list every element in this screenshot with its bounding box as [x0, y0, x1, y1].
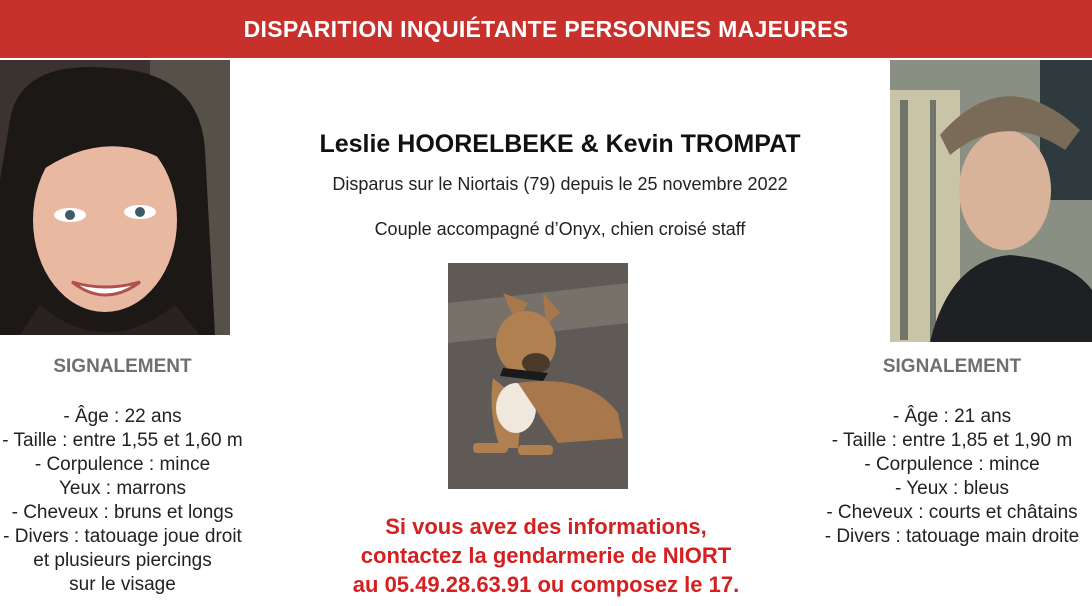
signalement-left-title: SIGNALEMENT — [53, 356, 192, 377]
missing-persons-names: Leslie HOORELBEKE & Kevin TROMPAT — [319, 130, 801, 158]
detail-misc: - Divers : tatouage main droite — [824, 526, 1080, 547]
detail-eyes: - Yeux : bleus — [894, 478, 1010, 499]
detail-build: - Corpulence : mince — [864, 454, 1040, 475]
signalement-right-list — [800, 405, 1092, 549]
photo-leslie — [0, 60, 230, 335]
contact-message — [290, 512, 802, 599]
contact-line-1: Si vous avez des informations, — [385, 514, 707, 539]
detail-age: - Âge : 22 ans — [63, 406, 182, 427]
banner-title: DISPARITION INQUIÉTANTE PERSONNES MAJEURES — [243, 15, 849, 42]
detail-age: - Âge : 21 ans — [892, 406, 1012, 427]
contact-line-3: au 05.49.28.63.91 ou composez le 17. — [352, 572, 740, 597]
detail-build: - Corpulence : mince — [34, 454, 211, 475]
detail-misc-3: sur le visage — [69, 574, 176, 595]
dog-note-text: Couple accompagné d’Onyx, chien croisé staff — [374, 219, 746, 239]
banner — [0, 0, 1092, 58]
contact-line-2: contactez la gendarmerie de NIORT — [360, 543, 732, 568]
detail-eyes: Yeux : marrons — [58, 478, 187, 499]
detail-hair: - Cheveux : courts et châtains — [826, 502, 1078, 523]
detail-hair: - Cheveux : bruns et longs — [11, 502, 234, 523]
detail-misc-2: et plusieurs piercings — [33, 550, 212, 571]
photo-dog-onyx — [448, 263, 628, 489]
missing-since-text: Disparus sur le Niortais (79) depuis le 25 novembre 2022 — [332, 174, 788, 194]
signalement-right-title: SIGNALEMENT — [882, 356, 1022, 377]
detail-height: - Taille : entre 1,85 et 1,90 m — [831, 430, 1073, 451]
photo-kevin — [890, 60, 1092, 342]
detail-height: - Taille : entre 1,55 et 1,60 m — [2, 430, 243, 451]
signalement-left-list — [0, 405, 265, 597]
detail-misc: - Divers : tatouage joue droit — [3, 526, 242, 547]
